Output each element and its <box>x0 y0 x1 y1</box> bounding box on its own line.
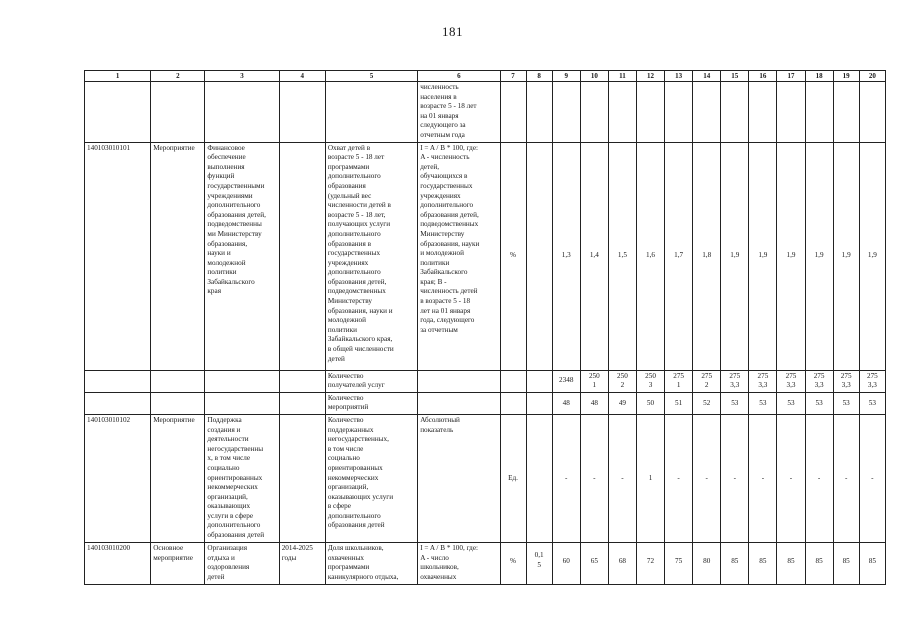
value-cell: 52 <box>693 392 721 414</box>
value-cell: 275 3,3 <box>833 370 859 392</box>
value-cell: 85 <box>805 542 833 584</box>
program-indicators-table <box>84 70 886 585</box>
value-cell: 1,7 <box>665 142 693 370</box>
value-cell: 85 <box>833 542 859 584</box>
value-cell: - <box>693 414 721 542</box>
value-cell: 85 <box>859 542 885 584</box>
value-cell: 1,9 <box>833 142 859 370</box>
value-cell: 53 <box>859 392 885 414</box>
value-cell: 68 <box>608 542 636 584</box>
method-cell: численность населения в возрасте 5 - 18 лет на 01 января следующего за отчетным года <box>418 82 500 143</box>
type-cell: Мероприятие <box>151 142 205 370</box>
table-row <box>85 542 886 584</box>
period-cell <box>279 414 325 542</box>
header-cell: 2 <box>151 71 205 82</box>
value-cell: - <box>580 414 608 542</box>
code-cell: 140103010200 <box>85 542 151 584</box>
value-cell: 275 3,3 <box>721 370 749 392</box>
header-cell: 18 <box>805 71 833 82</box>
value-cell: 50 <box>636 392 664 414</box>
value-cell: 275 3,3 <box>777 370 805 392</box>
method-cell: Абсолютный показатель <box>418 414 500 542</box>
value-cell: - <box>749 414 777 542</box>
header-cell: 5 <box>325 71 417 82</box>
header-cell: 14 <box>693 71 721 82</box>
value-cell: 49 <box>608 392 636 414</box>
value-cell: 2348 <box>552 370 580 392</box>
indicator-cell: Количество получателей услуг <box>325 370 417 392</box>
value-cell: 275 3,3 <box>749 370 777 392</box>
value-cell: 1 <box>636 414 664 542</box>
value-cell: 65 <box>580 542 608 584</box>
value-cell: 275 1 <box>665 370 693 392</box>
unit-cell: % <box>500 542 526 584</box>
indicator-cell: Охват детей в возрасте 5 - 18 лет программами дополнительного образования (удельный вес численности детей в возрасте 5 - 18 лет, получающих услуги дополнительного образования в государственных учреждениях дополнительного образования детей, подведомственных Министерству образования, науки и молодежной политики Забайкальского края, в общей численности детей <box>325 142 417 370</box>
value-cell: 48 <box>580 392 608 414</box>
weight-cell <box>526 414 552 542</box>
header-cell: 9 <box>552 71 580 82</box>
value-cell: 1,3 <box>552 142 580 370</box>
table-row <box>85 370 886 392</box>
header-cell: 7 <box>500 71 526 82</box>
method-cell: I = A / B * 100, где: A - число школьников, охваченных <box>418 542 500 584</box>
value-cell: 1,9 <box>749 142 777 370</box>
header-cell: 6 <box>418 71 500 82</box>
weight-cell: 0,1 5 <box>526 542 552 584</box>
header-cell: 20 <box>859 71 885 82</box>
value-cell: 53 <box>833 392 859 414</box>
type-cell: Основное мероприятие <box>151 542 205 584</box>
value-cell: 53 <box>805 392 833 414</box>
value-cell: - <box>665 414 693 542</box>
code-cell: 140103010102 <box>85 414 151 542</box>
value-cell: - <box>833 414 859 542</box>
value-cell: 53 <box>749 392 777 414</box>
value-cell: 250 3 <box>636 370 664 392</box>
weight-cell <box>526 142 552 370</box>
value-cell: 60 <box>552 542 580 584</box>
value-cell: 72 <box>636 542 664 584</box>
value-cell: 85 <box>749 542 777 584</box>
header-cell: 15 <box>721 71 749 82</box>
value-cell: 1,9 <box>721 142 749 370</box>
value-cell: 53 <box>777 392 805 414</box>
value-cell: 1,9 <box>777 142 805 370</box>
value-cell: 275 3,3 <box>859 370 885 392</box>
code-cell: 140103010101 <box>85 142 151 370</box>
header-cell: 4 <box>279 71 325 82</box>
indicator-cell: Количество поддержанных негосударственных, в том числе социально ориентированных некоммерческих организаций, оказывающих услуги в сфере дополнительного образования детей <box>325 414 417 542</box>
value-cell: - <box>805 414 833 542</box>
header-cell: 11 <box>608 71 636 82</box>
value-cell: 80 <box>693 542 721 584</box>
value-cell: 1,5 <box>608 142 636 370</box>
header-cell: 13 <box>665 71 693 82</box>
header-cell: 10 <box>580 71 608 82</box>
value-cell: 1,9 <box>859 142 885 370</box>
value-cell: - <box>859 414 885 542</box>
value-cell: 250 1 <box>580 370 608 392</box>
header-cell: 1 <box>85 71 151 82</box>
value-cell: - <box>777 414 805 542</box>
period-cell <box>279 142 325 370</box>
value-cell: 1,6 <box>636 142 664 370</box>
value-cell: 275 3,3 <box>805 370 833 392</box>
type-cell: Мероприятие <box>151 414 205 542</box>
unit-cell: Ед. <box>500 414 526 542</box>
value-cell: 1,9 <box>805 142 833 370</box>
value-cell: 48 <box>552 392 580 414</box>
method-cell: I = A / B * 100, где: A - численность детей, обучающихся в государственных учреждениях дополнительного образования детей, подведомственных Министерству образования, науки и молодежной политики Забайкальского края; B - численность детей в возрасте 5 - 18 лет на 01 января года, следующего за отчетным <box>418 142 500 370</box>
indicator-cell: Количество мероприятий <box>325 392 417 414</box>
value-cell: 53 <box>721 392 749 414</box>
header-cell: 3 <box>205 71 279 82</box>
table-row <box>85 142 886 370</box>
table-row <box>85 414 886 542</box>
header-cell: 19 <box>833 71 859 82</box>
header-cell: 17 <box>777 71 805 82</box>
continuation-row <box>85 82 886 143</box>
value-cell: 51 <box>665 392 693 414</box>
value-cell: 75 <box>665 542 693 584</box>
table-row <box>85 392 886 414</box>
header-row <box>85 71 886 82</box>
value-cell: 1,8 <box>693 142 721 370</box>
value-cell: - <box>608 414 636 542</box>
value-cell: - <box>721 414 749 542</box>
header-cell: 16 <box>749 71 777 82</box>
value-cell: 275 2 <box>693 370 721 392</box>
unit-cell: % <box>500 142 526 370</box>
value-cell: 85 <box>777 542 805 584</box>
name-cell: Организация отдыха и оздоровления детей <box>205 542 279 584</box>
name-cell: Финансовое обеспечение выполнения функций государственными учреждениями дополнительного образования детей, подведомственны ми Министерству образования, науки и молодежной политики Забайкальского края <box>205 142 279 370</box>
value-cell: 250 2 <box>608 370 636 392</box>
page-number: 181 <box>442 24 463 39</box>
period-cell: 2014-2025 годы <box>279 542 325 584</box>
header-cell: 12 <box>636 71 664 82</box>
header-cell: 8 <box>526 71 552 82</box>
indicator-cell: Доля школьников, охваченных программами каникулярного отдыха, <box>325 542 417 584</box>
value-cell: 85 <box>721 542 749 584</box>
value-cell: 1,4 <box>580 142 608 370</box>
value-cell: - <box>552 414 580 542</box>
name-cell: Поддержка создания и деятельности негосударственны х, в том числе социально ориентированных некоммерческих организаций, оказывающих услуги в сфере дополнительного образования детей <box>205 414 279 542</box>
